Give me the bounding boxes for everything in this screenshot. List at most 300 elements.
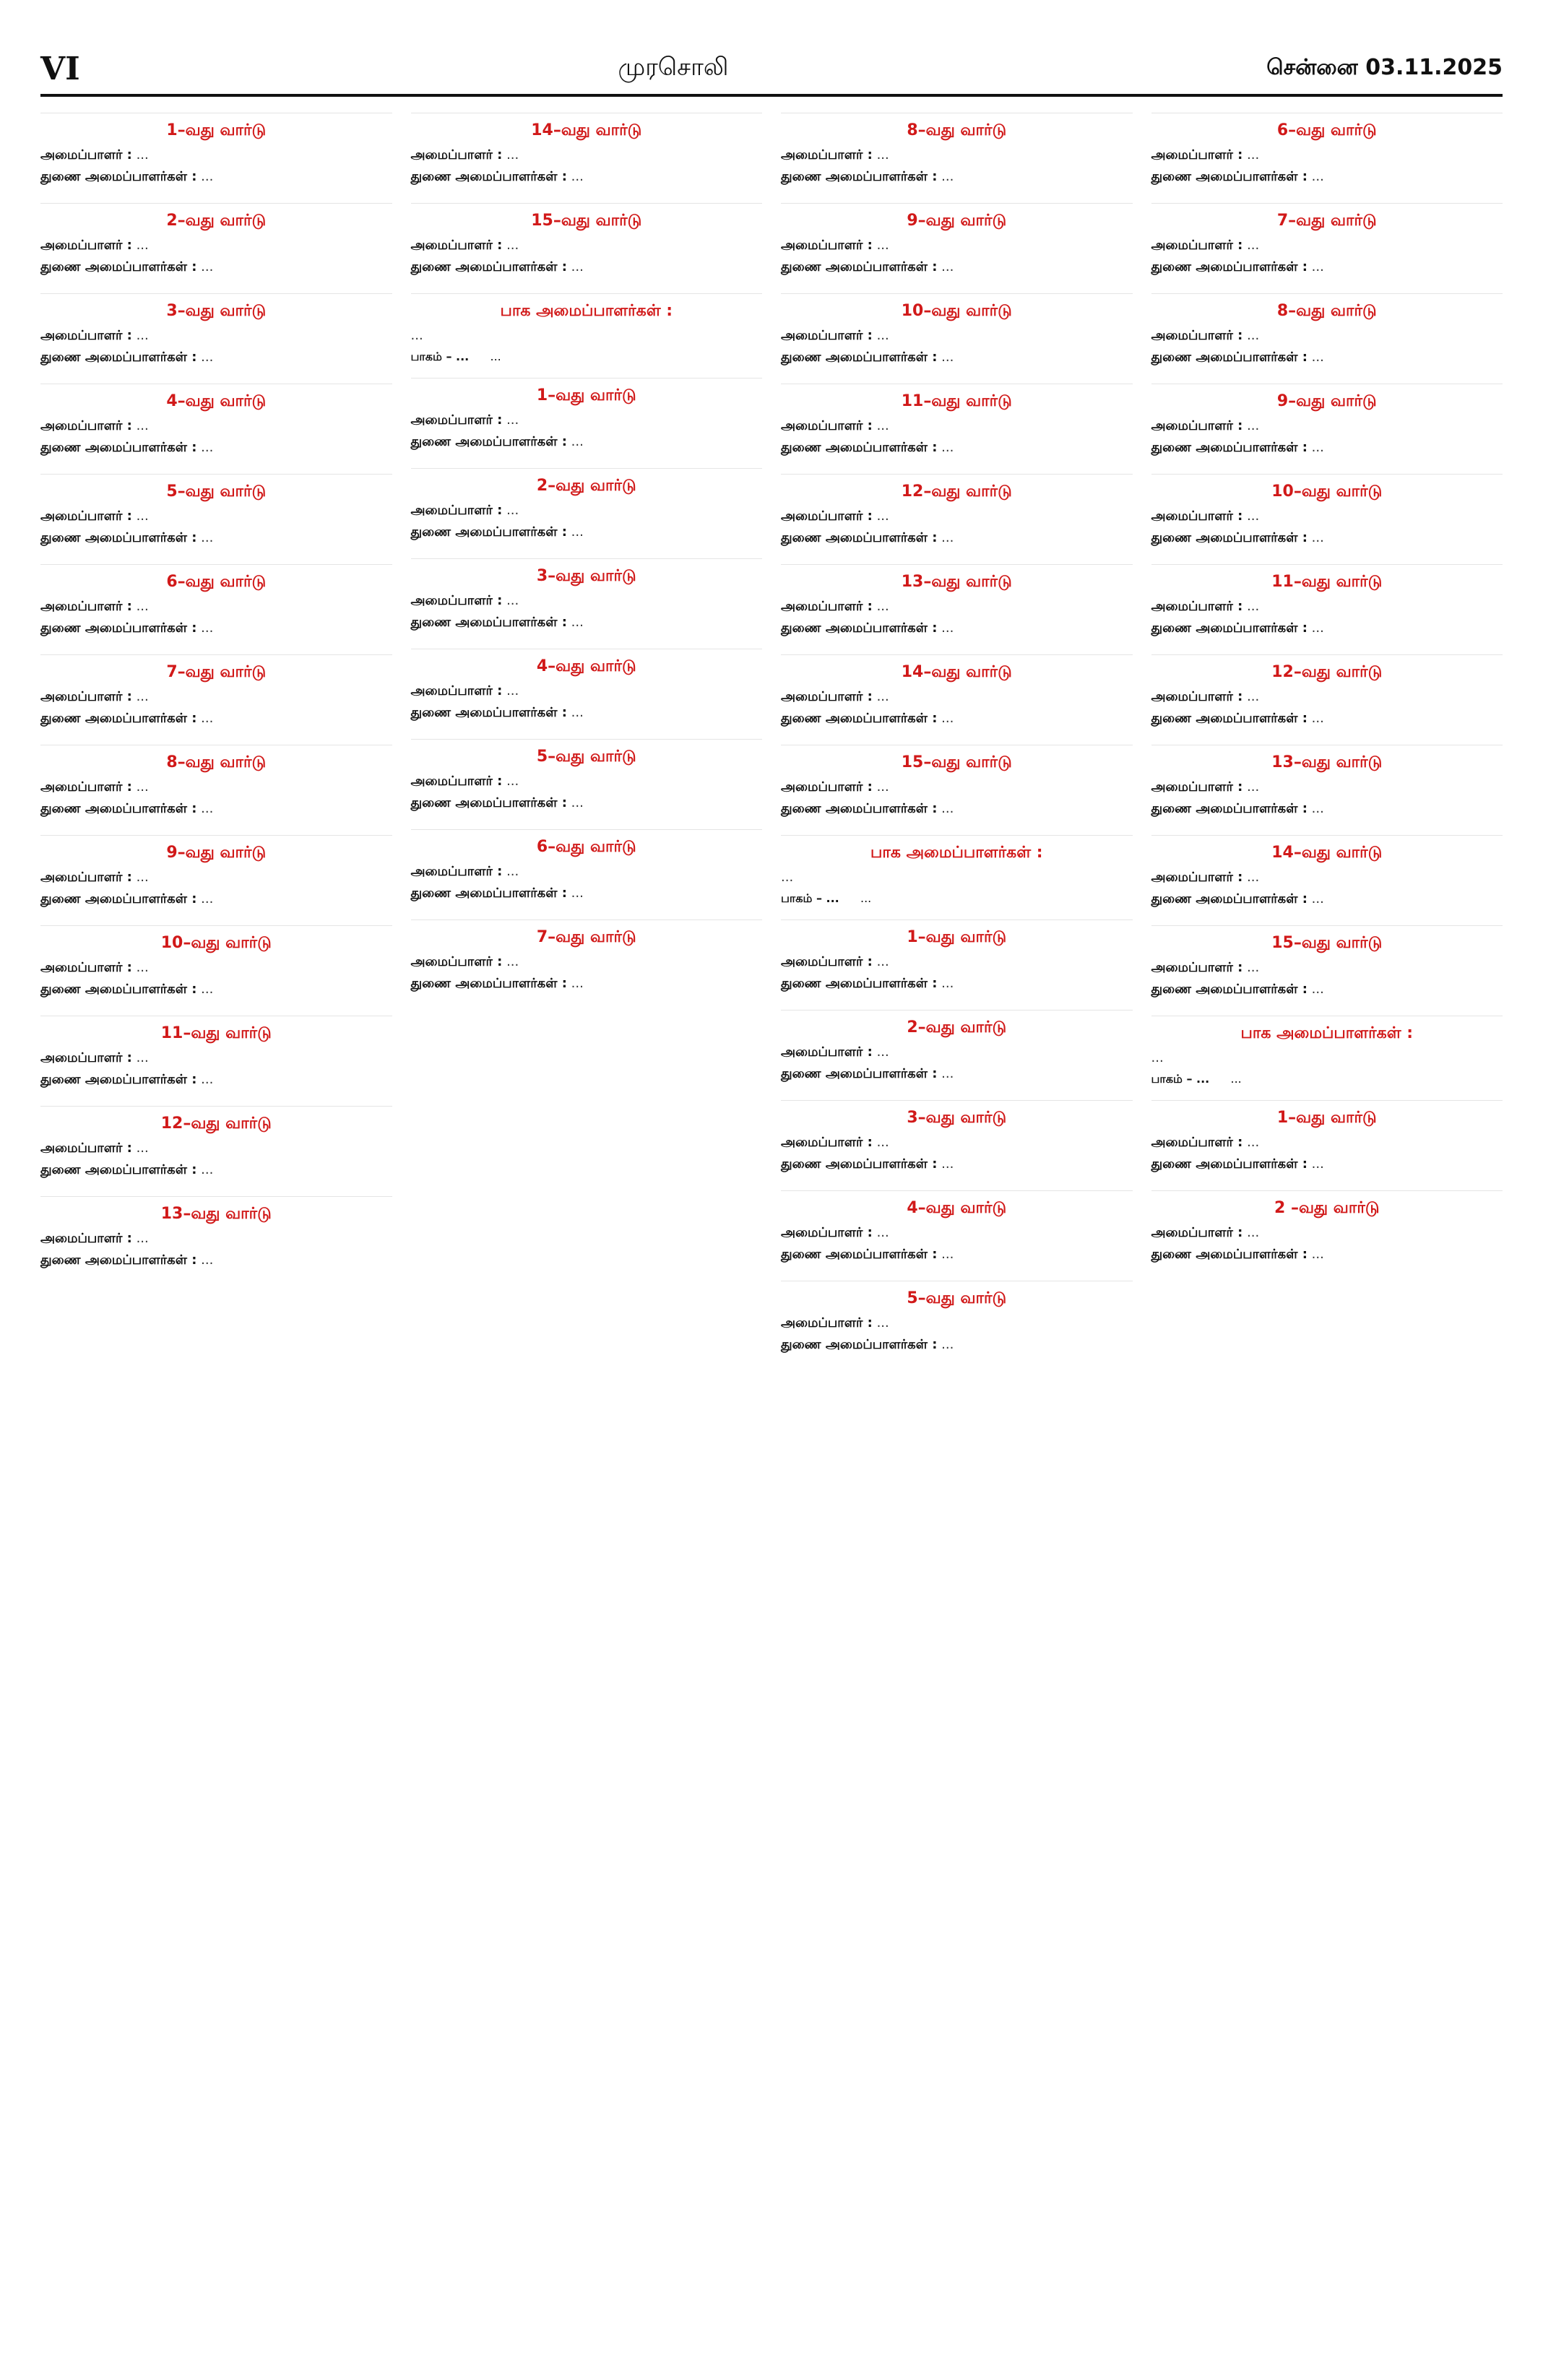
ward-line bbox=[411, 704, 763, 722]
line-label: துணை அமைப்பாளர்கள் : bbox=[1151, 1156, 1308, 1172]
ward-block bbox=[411, 649, 763, 726]
column-3 bbox=[781, 113, 1133, 2352]
ward-line bbox=[1151, 598, 1503, 615]
line-label: துணை அமைப்பாளர்கள் : bbox=[410, 259, 567, 274]
line-label: அமைப்பாளர் : bbox=[410, 954, 503, 969]
line-text: ... bbox=[876, 1225, 889, 1240]
line-label: துணை அமைப்பாளர்கள் : bbox=[40, 1162, 197, 1177]
ward-title: 10–வது வார்டு bbox=[1271, 483, 1383, 501]
line-label: அமைப்பாளர் : bbox=[781, 599, 873, 614]
line-label: அமைப்பாளர் : bbox=[781, 328, 873, 343]
line-label: அமைப்பாளர் : bbox=[40, 779, 132, 795]
line-label: துணை அமைப்பாளர்கள் : bbox=[40, 801, 197, 816]
line-text: ... bbox=[1311, 711, 1324, 726]
line-text: ... bbox=[506, 593, 519, 608]
ward-block bbox=[781, 745, 1133, 822]
ward-block bbox=[1151, 1190, 1503, 1268]
line-label: அமைப்பாளர் : bbox=[40, 238, 132, 253]
columns bbox=[40, 113, 1503, 2352]
line-text: ... bbox=[201, 891, 214, 906]
line-text: ... bbox=[410, 328, 423, 343]
ward-title: 14–வது வார்டு bbox=[1271, 844, 1383, 862]
ward-line bbox=[781, 620, 1133, 637]
pagam-value: ... bbox=[1230, 1072, 1242, 1086]
ward-title: 7–வது வார்டு bbox=[536, 928, 636, 946]
line-label: அமைப்பாளர் : bbox=[410, 683, 503, 698]
ward-line bbox=[781, 1246, 1133, 1263]
ward-block bbox=[411, 558, 763, 636]
ward-title: 2 –வது வார்டு bbox=[1274, 1199, 1380, 1217]
line-label: துணை அமைப்பாளர்கள் : bbox=[40, 530, 197, 545]
line-text: ... bbox=[876, 689, 889, 704]
line-text: ... bbox=[571, 259, 584, 274]
ward-title: 13–வது வார்டு bbox=[1271, 753, 1383, 771]
ward-line bbox=[1151, 800, 1503, 818]
line-label: துணை அமைப்பாளர்கள் : bbox=[781, 259, 938, 274]
ward-block bbox=[40, 1016, 392, 1093]
ward-title: 1–வது வார்டு bbox=[536, 386, 636, 404]
pagam-key: பாகம் – ... bbox=[781, 891, 839, 905]
ward-line bbox=[781, 598, 1133, 615]
line-label: துணை அமைப்பாளர்கள் : bbox=[781, 350, 938, 365]
line-label: அமைப்பாளர் : bbox=[781, 509, 873, 524]
line-text: ... bbox=[506, 503, 519, 518]
ward-line bbox=[1151, 1246, 1503, 1263]
ward-title: 6–வது வார்டு bbox=[536, 838, 636, 856]
ward-title: 9–வது வார்டு bbox=[1276, 392, 1377, 410]
line-label: அமைப்பாளர் : bbox=[1151, 1225, 1243, 1240]
line-label: துணை அமைப்பாளர்கள் : bbox=[781, 620, 938, 636]
line-text: ... bbox=[1247, 509, 1260, 524]
ward-line bbox=[1151, 869, 1503, 886]
ward-block bbox=[40, 925, 392, 1003]
ward-line bbox=[1151, 1134, 1503, 1151]
line-text: ... bbox=[941, 1337, 954, 1352]
ward-title: 7–வது வார்டு bbox=[166, 663, 267, 681]
ward-block bbox=[411, 468, 763, 545]
ward-title: 4–வது வார்டு bbox=[536, 657, 636, 675]
line-label: துணை அமைப்பாளர்கள் : bbox=[1151, 1247, 1308, 1262]
ward-line bbox=[781, 953, 1133, 971]
ward-line bbox=[40, 439, 392, 456]
line-text: ... bbox=[201, 982, 214, 997]
line-label: அமைப்பாளர் : bbox=[40, 1141, 132, 1156]
line-text: ... bbox=[571, 976, 584, 991]
ward-title: 5–வது வார்டு bbox=[536, 748, 636, 766]
line-text: ... bbox=[941, 620, 954, 636]
ward-line bbox=[781, 529, 1133, 547]
ward-line bbox=[411, 885, 763, 902]
line-text: ... bbox=[1247, 418, 1260, 433]
ward-line bbox=[781, 327, 1133, 345]
ward-block bbox=[40, 1196, 392, 1273]
pagam-list bbox=[411, 349, 763, 365]
line-text: ... bbox=[506, 774, 519, 789]
line-label: அமைப்பாளர் : bbox=[40, 509, 132, 524]
ward-line bbox=[1151, 620, 1503, 637]
line-label: அமைப்பாளர் : bbox=[1151, 1135, 1243, 1150]
ward-line bbox=[411, 975, 763, 992]
ward-line bbox=[40, 869, 392, 886]
line-text: ... bbox=[941, 259, 954, 274]
line-text: ... bbox=[201, 711, 214, 726]
ward-line bbox=[40, 620, 392, 637]
ward-title: 15–வது வார்டு bbox=[531, 212, 642, 230]
line-label: துணை அமைப்பாளர்கள் : bbox=[781, 976, 938, 991]
line-text: ... bbox=[876, 238, 889, 253]
line-label: அமைப்பாளர் : bbox=[1151, 328, 1243, 343]
ward-title: 8–வது வார்டு bbox=[907, 121, 1007, 139]
line-label: துணை அமைப்பாளர்கள் : bbox=[1151, 530, 1308, 545]
line-text: ... bbox=[571, 705, 584, 720]
ward-line bbox=[40, 1140, 392, 1157]
ward-line bbox=[40, 237, 392, 254]
line-text: ... bbox=[941, 169, 954, 184]
ward-title: 5–வது வார்டு bbox=[166, 483, 267, 501]
line-text: ... bbox=[941, 1247, 954, 1262]
ward-title: 5–வது வார்டு bbox=[907, 1289, 1007, 1307]
ward-line bbox=[781, 147, 1133, 164]
line-label: அமைப்பாளர் : bbox=[410, 147, 503, 163]
ward-block bbox=[781, 1010, 1133, 1087]
ward-block bbox=[781, 474, 1133, 551]
line-label: அமைப்பாளர் : bbox=[781, 1135, 873, 1150]
ward-title: 8–வது வார்டு bbox=[166, 753, 267, 771]
ward-title: 13–வது வார்டு bbox=[901, 573, 1012, 591]
line-label: அமைப்பாளர் : bbox=[1151, 779, 1243, 795]
ward-line bbox=[411, 683, 763, 700]
ward-line bbox=[781, 1044, 1133, 1061]
ward-block bbox=[781, 919, 1133, 997]
ward-line bbox=[781, 1156, 1133, 1173]
ward-line bbox=[781, 710, 1133, 727]
column-2 bbox=[411, 113, 763, 2352]
line-text: ... bbox=[941, 711, 954, 726]
line-text: ... bbox=[201, 1162, 214, 1177]
ward-block bbox=[1151, 925, 1503, 1003]
line-text: ... bbox=[876, 1044, 889, 1060]
line-text: ... bbox=[571, 169, 584, 184]
line-label: அமைப்பாளர் : bbox=[410, 503, 503, 518]
ward-line bbox=[1151, 237, 1503, 254]
line-label: துணை அமைப்பாளர்கள் : bbox=[410, 705, 567, 720]
line-label: துணை அமைப்பாளர்கள் : bbox=[40, 711, 197, 726]
line-text: ... bbox=[876, 509, 889, 524]
line-text: ... bbox=[1151, 1050, 1164, 1065]
ward-title: 10–வது வார்டு bbox=[160, 934, 272, 952]
line-label: அமைப்பாளர் : bbox=[1151, 960, 1243, 975]
ward-block bbox=[40, 384, 392, 461]
line-label: துணை அமைப்பாளர்கள் : bbox=[40, 891, 197, 906]
line-text: ... bbox=[1311, 259, 1324, 274]
ward-block bbox=[40, 203, 392, 280]
ward-line bbox=[40, 598, 392, 615]
line-text: ... bbox=[136, 960, 149, 975]
ward-line bbox=[40, 1161, 392, 1179]
pagam-value: ... bbox=[860, 891, 872, 905]
line-label: அமைப்பாளர் : bbox=[781, 1044, 873, 1060]
line-text: ... bbox=[1247, 328, 1260, 343]
line-label: துணை அமைப்பாளர்கள் : bbox=[781, 1066, 938, 1081]
line-text: ... bbox=[201, 620, 214, 636]
line-label: அமைப்பாளர் : bbox=[1151, 238, 1243, 253]
ward-line bbox=[40, 327, 392, 345]
line-label: துணை அமைப்பாளர்கள் : bbox=[781, 1337, 938, 1352]
line-label: அமைப்பாளர் : bbox=[40, 147, 132, 163]
line-text: ... bbox=[571, 524, 584, 540]
line-text: ... bbox=[201, 530, 214, 545]
ward-block bbox=[781, 1281, 1133, 1358]
ward-line bbox=[40, 1050, 392, 1067]
ward-title: 1–வது வார்டு bbox=[1276, 1109, 1377, 1127]
line-text: ... bbox=[941, 976, 954, 991]
line-text: ... bbox=[1247, 599, 1260, 614]
ward-title: 6–வது வார்டு bbox=[1276, 121, 1377, 139]
line-label: துணை அமைப்பாளர்கள் : bbox=[781, 530, 938, 545]
ward-line bbox=[1151, 891, 1503, 908]
line-text: ... bbox=[876, 418, 889, 433]
ward-line bbox=[411, 412, 763, 429]
ward-line bbox=[411, 953, 763, 971]
ward-block bbox=[781, 203, 1133, 280]
line-text: ... bbox=[201, 1072, 214, 1087]
ward-title: 4–வது வார்டு bbox=[166, 392, 267, 410]
line-text: ... bbox=[201, 1252, 214, 1268]
ward-line bbox=[781, 349, 1133, 366]
line-label: துணை அமைப்பாளர்கள் : bbox=[40, 350, 197, 365]
line-label: துணை அமைப்பாளர்கள் : bbox=[781, 169, 938, 184]
ward-block bbox=[40, 654, 392, 732]
ward-line bbox=[411, 147, 763, 164]
line-text: ... bbox=[876, 1315, 889, 1330]
line-label: துணை அமைப்பாளர்கள் : bbox=[40, 982, 197, 997]
ward-title: 9–வது வார்டு bbox=[907, 212, 1007, 230]
ward-block bbox=[411, 739, 763, 816]
line-text: ... bbox=[506, 683, 519, 698]
line-label: துணை அமைப்பாளர்கள் : bbox=[781, 1156, 938, 1172]
ward-line bbox=[781, 1315, 1133, 1332]
ward-block bbox=[1151, 1100, 1503, 1177]
line-text: ... bbox=[876, 1135, 889, 1150]
line-text: ... bbox=[1247, 689, 1260, 704]
ward-block bbox=[40, 113, 392, 190]
ward-line bbox=[40, 259, 392, 276]
line-label: துணை அமைப்பாளர்கள் : bbox=[1151, 350, 1308, 365]
ward-title: 7–வது வார்டு bbox=[1276, 212, 1377, 230]
ward-line bbox=[781, 237, 1133, 254]
line-text: ... bbox=[1247, 779, 1260, 795]
ward-title: 9–வது வார்டு bbox=[166, 844, 267, 862]
line-label: துணை அமைப்பாளர்கள் : bbox=[1151, 801, 1308, 816]
ward-line bbox=[40, 1230, 392, 1247]
ward-block bbox=[40, 564, 392, 641]
line-text: ... bbox=[941, 801, 954, 816]
ward-title: 11–வது வார்டு bbox=[1271, 573, 1383, 591]
line-text: ... bbox=[1247, 147, 1260, 163]
line-label: அமைப்பாளர் : bbox=[410, 412, 503, 428]
ward-block bbox=[411, 378, 763, 455]
line-text: ... bbox=[1311, 530, 1324, 545]
ward-line bbox=[411, 773, 763, 790]
line-text: ... bbox=[136, 779, 149, 795]
ward-line bbox=[1151, 439, 1503, 456]
ward-line bbox=[40, 779, 392, 796]
line-label: துணை அமைப்பாளர்கள் : bbox=[781, 711, 938, 726]
line-text: ... bbox=[876, 779, 889, 795]
line-text: ... bbox=[506, 238, 519, 253]
line-text: ... bbox=[136, 1231, 149, 1246]
ward-block bbox=[40, 293, 392, 371]
ward-title: 12–வது வார்டு bbox=[901, 483, 1012, 501]
line-label: துணை அமைப்பாளர்கள் : bbox=[1151, 711, 1308, 726]
ward-line bbox=[40, 529, 392, 547]
ward-line bbox=[411, 237, 763, 254]
city-and-date: சென்னை 03.11.2025 bbox=[1266, 54, 1503, 80]
line-label: அமைப்பாளர் : bbox=[1151, 509, 1243, 524]
ward-line bbox=[1151, 1050, 1503, 1067]
ward-line bbox=[1151, 508, 1503, 525]
line-text: ... bbox=[1311, 801, 1324, 816]
line-text: ... bbox=[571, 434, 584, 449]
line-text: ... bbox=[876, 954, 889, 969]
line-text: ... bbox=[136, 418, 149, 433]
ward-line bbox=[40, 710, 392, 727]
pagam-value: ... bbox=[490, 350, 501, 363]
line-text: ... bbox=[506, 147, 519, 163]
ward-title: 14–வது வார்டு bbox=[531, 121, 642, 139]
ward-block bbox=[40, 745, 392, 822]
ward-line bbox=[411, 863, 763, 880]
ward-block bbox=[781, 564, 1133, 641]
line-label: அமைப்பாளர் : bbox=[40, 689, 132, 704]
ward-title: 13–வது வார்டு bbox=[160, 1205, 272, 1223]
ward-line bbox=[781, 1336, 1133, 1354]
ward-line bbox=[1151, 147, 1503, 164]
line-text: ... bbox=[1247, 1135, 1260, 1150]
line-label: துணை அமைப்பாளர்கள் : bbox=[40, 169, 197, 184]
pagam-key: பாகம் – ... bbox=[1151, 1072, 1210, 1086]
line-label: துணை அமைப்பாளர்கள் : bbox=[781, 1247, 938, 1262]
line-text: ... bbox=[201, 259, 214, 274]
ward-line bbox=[1151, 710, 1503, 727]
line-text: ... bbox=[136, 328, 149, 343]
ward-block bbox=[781, 113, 1133, 190]
page-number: VI bbox=[40, 50, 80, 87]
line-text: ... bbox=[1247, 960, 1260, 975]
line-label: அமைப்பாளர் : bbox=[1151, 689, 1243, 704]
line-label: அமைப்பாளர் : bbox=[410, 238, 503, 253]
line-label: அமைப்பாளர் : bbox=[40, 960, 132, 975]
line-label: துணை அமைப்பாளர்கள் : bbox=[40, 620, 197, 636]
line-text: ... bbox=[1311, 982, 1324, 997]
line-text: ... bbox=[876, 328, 889, 343]
ward-line bbox=[40, 1071, 392, 1089]
ward-line bbox=[781, 508, 1133, 525]
line-label: துணை அமைப்பாளர்கள் : bbox=[1151, 259, 1308, 274]
line-label: துணை அமைப்பாளர்கள் : bbox=[40, 440, 197, 455]
line-text: ... bbox=[506, 954, 519, 969]
ward-line bbox=[781, 417, 1133, 435]
ward-line bbox=[781, 869, 1133, 886]
pagam-key: பாகம் – ... bbox=[410, 350, 470, 363]
line-label: அமைப்பாளர் : bbox=[781, 1315, 873, 1330]
ward-line bbox=[1151, 259, 1503, 276]
ward-line bbox=[40, 891, 392, 908]
line-text: ... bbox=[1311, 1156, 1324, 1172]
line-label: துணை அமைப்பாளர்கள் : bbox=[410, 169, 567, 184]
ward-line bbox=[1151, 1156, 1503, 1173]
line-text: ... bbox=[1247, 870, 1260, 885]
line-label: அமைப்பாளர் : bbox=[1151, 418, 1243, 433]
ward-line bbox=[40, 147, 392, 164]
ward-line bbox=[40, 688, 392, 706]
line-text: ... bbox=[941, 350, 954, 365]
ward-title: 3–வது வார்டு bbox=[907, 1109, 1007, 1127]
ward-title: 3–வது வார்டு bbox=[166, 302, 267, 320]
ward-block bbox=[1151, 384, 1503, 461]
line-text: ... bbox=[876, 147, 889, 163]
line-label: அமைப்பாளர் : bbox=[781, 1225, 873, 1240]
ward-title: 2–வது வார்டு bbox=[166, 212, 267, 230]
ward-title: 1–வது வார்டு bbox=[907, 928, 1007, 946]
ward-line bbox=[781, 1134, 1133, 1151]
ward-line bbox=[781, 1065, 1133, 1083]
column-4 bbox=[1151, 113, 1503, 2352]
ward-line bbox=[1151, 327, 1503, 345]
line-label: துணை அமைப்பாளர்கள் : bbox=[1151, 169, 1308, 184]
ward-title: 14–வது வார்டு bbox=[901, 663, 1012, 681]
ward-line bbox=[40, 508, 392, 525]
line-label: துணை அமைப்பாளர்கள் : bbox=[40, 1252, 197, 1268]
ward-block bbox=[411, 293, 763, 365]
line-text: ... bbox=[136, 1141, 149, 1156]
line-text: ... bbox=[136, 238, 149, 253]
line-text: ... bbox=[1311, 1247, 1324, 1262]
ward-line bbox=[40, 800, 392, 818]
ward-title: 2–வது வார்டு bbox=[907, 1018, 1007, 1037]
ward-title: 15–வது வார்டு bbox=[901, 753, 1012, 771]
ward-block bbox=[1151, 203, 1503, 280]
line-text: ... bbox=[1311, 891, 1324, 906]
ward-block bbox=[1151, 654, 1503, 732]
ward-title: 12–வது வார்டு bbox=[160, 1115, 272, 1133]
ward-block bbox=[411, 919, 763, 997]
line-label: அமைப்பாளர் : bbox=[40, 599, 132, 614]
ward-line bbox=[40, 1252, 392, 1269]
ward-line bbox=[40, 349, 392, 366]
line-text: ... bbox=[136, 689, 149, 704]
line-label: துணை அமைப்பாளர்கள் : bbox=[410, 795, 567, 810]
ward-title: 11–வது வார்டு bbox=[160, 1024, 272, 1042]
ward-line bbox=[781, 439, 1133, 456]
line-text: ... bbox=[136, 870, 149, 885]
ward-title: 12–வது வார்டு bbox=[1271, 663, 1383, 681]
ward-title: 2–வது வார்டு bbox=[536, 477, 636, 495]
ward-title: பாக அமைப்பாளர்கள் : bbox=[1240, 1024, 1414, 1042]
line-label: அமைப்பாளர் : bbox=[781, 238, 873, 253]
line-text: ... bbox=[506, 864, 519, 879]
ward-block bbox=[1151, 564, 1503, 641]
ward-title: 1–வது வார்டு bbox=[166, 121, 267, 139]
ward-line bbox=[411, 168, 763, 186]
line-label: துணை அமைப்பாளர்கள் : bbox=[1151, 440, 1308, 455]
ward-title: 10–வது வார்டு bbox=[901, 302, 1012, 320]
line-text: ... bbox=[941, 1066, 954, 1081]
line-label: துணை அமைப்பாளர்கள் : bbox=[1151, 891, 1308, 906]
line-label: அமைப்பாளர் : bbox=[781, 689, 873, 704]
line-text: ... bbox=[1311, 440, 1324, 455]
line-label: அமைப்பாளர் : bbox=[1151, 147, 1243, 163]
